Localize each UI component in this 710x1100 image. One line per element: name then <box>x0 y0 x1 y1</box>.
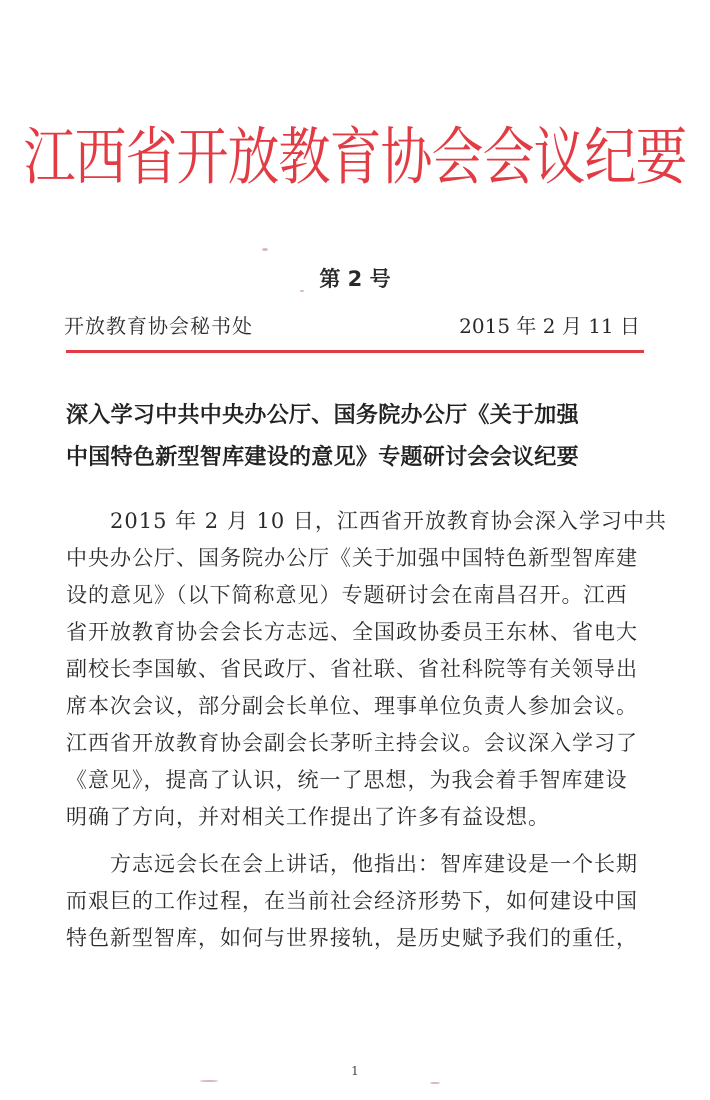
issue-number: 第 2 号 <box>319 267 391 291</box>
title-line: 中国特色新型智库建设的意见》专题研讨会会议纪要 <box>66 445 579 470</box>
body-line: 席本次会议，部分副会长单位、理事单位负责人参加会议。 <box>66 694 638 718</box>
scan-speck <box>200 1080 218 1082</box>
body-line: 而艰巨的工作过程，在当前社会经济形势下，如何建设中国 <box>66 889 638 913</box>
body-line: 设的意见》（以下简称意见）专题研讨会在南昌召开。江西 <box>66 583 628 607</box>
scan-speck <box>430 1082 440 1084</box>
body-line: 《意见》，提高了认识，统一了思想，为我会着手智库建设 <box>66 768 628 792</box>
body-line: 特色新型智库，如何与世界接轨，是历史赋予我们的重任， <box>66 926 638 950</box>
document-body <box>66 503 667 957</box>
masthead-title: 江西省开放教育协会会议纪要 <box>23 122 687 194</box>
body-line: 2015 年 2 月 10 日，江西省开放教育协会深入学习中共 <box>66 509 667 533</box>
scan-speck <box>300 290 304 292</box>
scan-speck <box>262 248 268 251</box>
red-divider <box>66 350 644 353</box>
body-line: 方志远会长在会上讲话，他指出：智库建设是一个长期 <box>66 852 638 876</box>
page-number: 1 <box>351 1064 359 1078</box>
body-line: 江西省开放教育协会副会长茅昕主持会议。会议深入学习了 <box>66 731 638 755</box>
issuer: 开放教育协会秘书处 <box>64 314 253 338</box>
title-line: 深入学习中共中央办公厅、国务院办公厅《关于加强 <box>66 403 579 428</box>
body-line: 省开放教育协会会长方志远、全国政协委员王东林、省电大 <box>66 620 638 644</box>
paragraph-gap <box>66 836 656 846</box>
body-line: 中央办公厅、国务院办公厅《关于加强中国特色新型智库建 <box>66 546 638 570</box>
issue-date: 2015 年 2 月 11 日 <box>459 314 640 338</box>
body-line: 明确了方向，并对相关工作提出了许多有益设想。 <box>66 805 550 829</box>
body-line: 副校长李国敏、省民政厅、省社联、省社科院等有关领导出 <box>66 657 638 681</box>
document-title <box>66 395 656 479</box>
